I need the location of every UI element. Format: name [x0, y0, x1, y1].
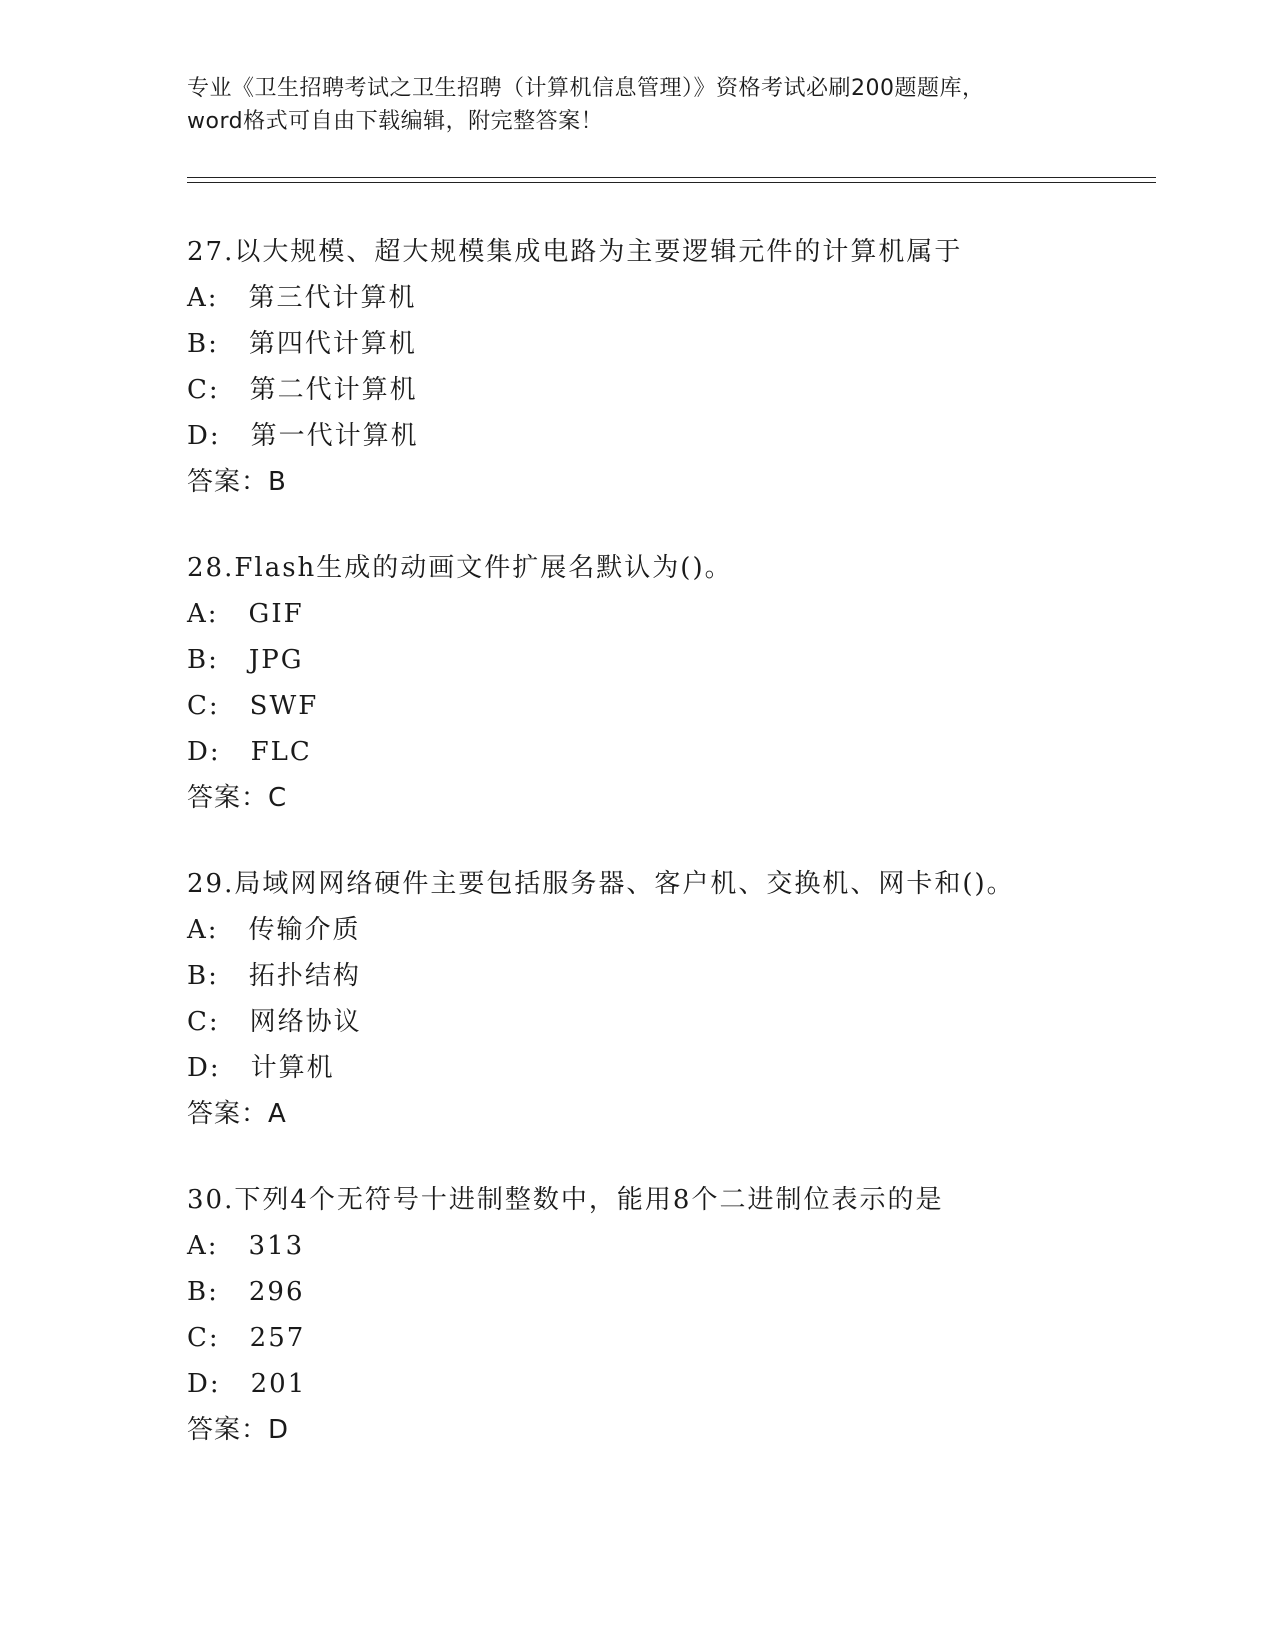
document-header	[187, 72, 1087, 138]
option-a	[187, 907, 1147, 953]
question-text: 下列4个无符号十进制整数中，能用8个二进制位表示的是	[234, 1185, 944, 1215]
question-text: Flash生成的动画文件扩展名默认为()。	[234, 553, 733, 583]
option-text: 296	[248, 1277, 305, 1307]
option-text: GIF	[248, 599, 304, 629]
option-d	[187, 729, 1147, 775]
option-letter: C:	[187, 1007, 220, 1037]
answer-line: 答案：C	[187, 783, 288, 813]
option-a	[187, 1223, 1147, 1269]
option-letter: D:	[187, 1369, 221, 1399]
option-b	[187, 953, 1147, 999]
option-text: 第三代计算机	[248, 283, 417, 313]
option-b	[187, 637, 1147, 683]
option-text: 257	[249, 1323, 306, 1353]
option-d	[187, 1361, 1147, 1407]
header-divider-top	[187, 177, 1156, 178]
answer-line: 答案：B	[187, 467, 287, 497]
question-stem	[187, 1177, 1147, 1223]
option-text: 传输介质	[248, 915, 361, 945]
option-text: FLC	[250, 737, 312, 767]
option-letter: C:	[187, 1323, 220, 1353]
option-text: 第二代计算机	[249, 375, 418, 405]
question-stem	[187, 545, 1147, 591]
question-number: 27.	[187, 237, 235, 267]
answer-line: 答案：D	[187, 1415, 290, 1445]
option-c	[187, 367, 1147, 413]
option-text: 313	[248, 1231, 305, 1261]
header-line-1: 专业《卫生招聘考试之卫生招聘（计算机信息管理）》资格考试必刷200题题库，	[187, 76, 985, 101]
option-text: 计算机	[250, 1053, 335, 1083]
option-c	[187, 683, 1147, 729]
question-28	[187, 545, 1147, 821]
option-letter: D:	[187, 1053, 221, 1083]
question-30	[187, 1177, 1147, 1453]
option-text: 第一代计算机	[250, 421, 419, 451]
header-divider-bottom	[187, 182, 1156, 183]
option-text: 拓扑结构	[248, 961, 361, 991]
option-text: SWF	[249, 691, 319, 721]
option-c	[187, 1315, 1147, 1361]
question-27	[187, 229, 1147, 505]
option-letter: B:	[187, 645, 219, 675]
answer-line: 答案：A	[187, 1099, 287, 1129]
question-number: 28.	[187, 553, 235, 583]
option-letter: A:	[187, 1231, 219, 1261]
option-a	[187, 591, 1147, 637]
option-letter: D:	[187, 421, 221, 451]
option-d	[187, 413, 1147, 459]
option-c	[187, 999, 1147, 1045]
option-text: 第四代计算机	[248, 329, 417, 359]
question-text: 以大规模、超大规模集成电路为主要逻辑元件的计算机属于	[234, 237, 963, 267]
question-number: 29.	[187, 869, 235, 899]
option-b	[187, 321, 1147, 367]
option-letter: B:	[187, 961, 219, 991]
option-letter: C:	[187, 375, 220, 405]
option-letter: A:	[187, 283, 219, 313]
option-d	[187, 1045, 1147, 1091]
question-stem	[187, 861, 1147, 907]
option-letter: B:	[187, 329, 219, 359]
option-letter: A:	[187, 599, 219, 629]
option-a	[187, 275, 1147, 321]
question-text: 局域网网络硬件主要包括服务器、客户机、交换机、网卡和()。	[234, 869, 1015, 899]
header-line-2: word格式可自由下载编辑，附完整答案！	[187, 109, 604, 134]
option-text: JPG	[248, 645, 304, 675]
option-letter: B:	[187, 1277, 219, 1307]
question-29	[187, 861, 1147, 1137]
option-letter: D:	[187, 737, 221, 767]
question-stem	[187, 229, 1147, 275]
option-letter: C:	[187, 691, 220, 721]
option-text: 网络协议	[249, 1007, 362, 1037]
option-b	[187, 1269, 1147, 1315]
question-number: 30.	[187, 1185, 235, 1215]
option-text: 201	[250, 1369, 307, 1399]
option-letter: A:	[187, 915, 219, 945]
